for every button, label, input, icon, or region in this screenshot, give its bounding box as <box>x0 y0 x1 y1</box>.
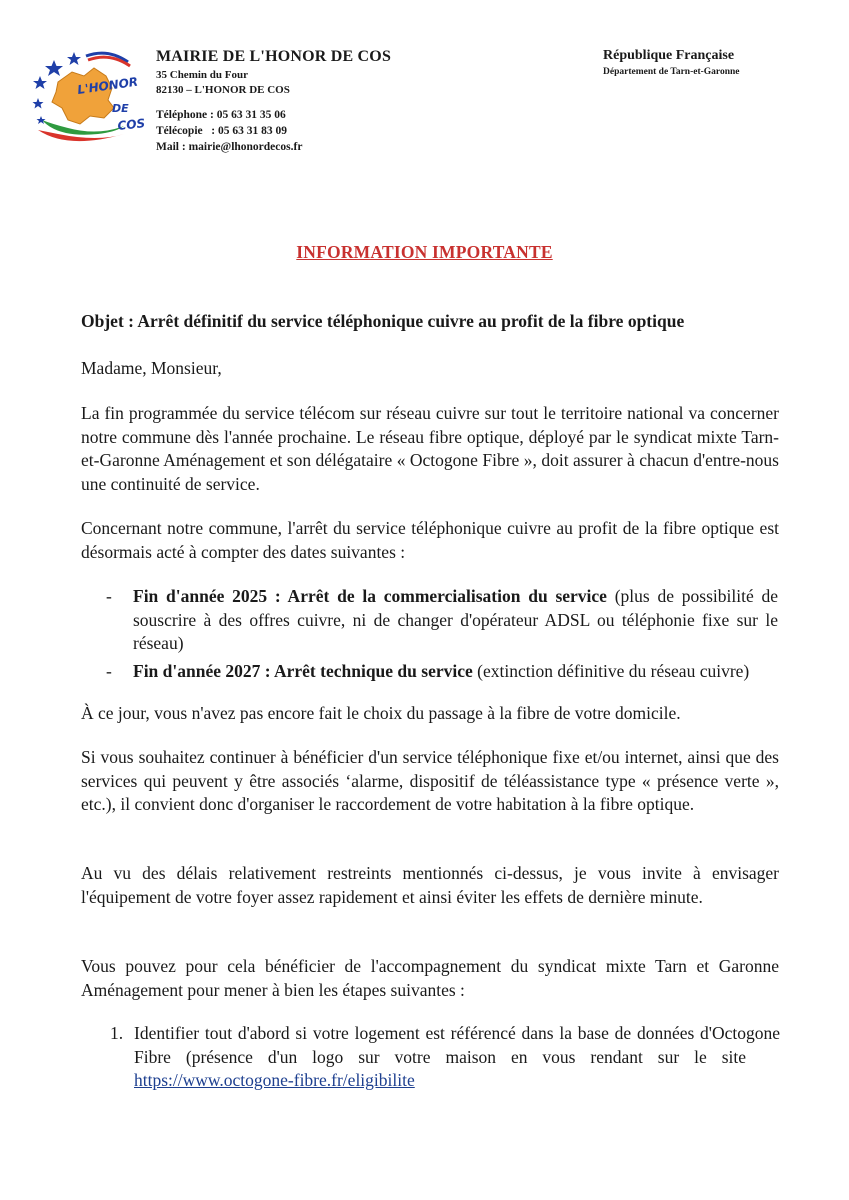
contact-block <box>156 107 391 155</box>
paragraph-dates-intro: Concernant notre commune, l'arrêt du service téléphonique cuivre au profit de la fibre optique est désormais acté à compter des dates suivantes : <box>81 518 779 562</box>
republic-label: République Française <box>603 48 735 63</box>
list-item-detail: (extinction définitive du réseau cuivre) <box>472 660 750 681</box>
mail-address: Mail : mairie@lhonordecos.fr <box>156 141 303 153</box>
svg-text:DE: DE <box>112 102 129 115</box>
list-item-text <box>133 585 778 656</box>
document-title: INFORMATION IMPORTANTE <box>296 242 553 262</box>
salutation: Madame, Monsieur, <box>81 358 222 378</box>
paragraph-intro: La fin programmée du service télécom sur réseau cuivre sur tout le territoire national va concerner notre commune dès l'année prochaine. Le réseau fibre optique, déployé par le syndicat mixte Tarn-et-Garonne Aménagement et son délégataire « Octogone Fibre », doit assurer à chacun d'entre-nous une continuité de service. <box>81 403 779 494</box>
paragraph-status: À ce jour, vous n'avez pas encore fait le choix du passage à la fibre de votre domicile. <box>81 703 681 723</box>
department-label: Département de Tarn-et-Garonne <box>603 67 740 77</box>
fax-number: Télécopie : 05 63 31 83 09 <box>156 125 287 137</box>
list-item-text <box>133 660 778 684</box>
republic-header <box>603 48 740 77</box>
step-number: 1. <box>110 1023 124 1043</box>
mairie-name: MAIRIE DE L'HONOR DE COS <box>156 48 392 65</box>
dates-list <box>106 585 778 683</box>
mairie-header <box>156 48 391 155</box>
address-line-1: 35 Chemin du Four <box>156 69 248 81</box>
eligibility-link[interactable]: https://www.octogone-fibre.fr/eligibilite <box>134 1070 415 1090</box>
step-text-wrapper <box>134 1022 780 1093</box>
list-item-bold: Fin d'année 2027 : Arrêt technique du service <box>133 660 473 681</box>
list-item <box>106 660 778 684</box>
bullet-marker: - <box>106 586 112 606</box>
phone-number: Téléphone : 05 63 31 35 06 <box>156 109 286 121</box>
commune-logo <box>28 42 144 150</box>
list-item-bold: Fin d'année 2025 : Arrêt de la commercialisation du service <box>133 586 607 606</box>
step-text: Identifier tout d'abord si votre logement est référencé dans la base de données d'Octogone Fibre (présence d'un logo sur votre maison en vous rendant sur le site <box>134 1023 780 1067</box>
paragraph-deadline: Au vu des délais relativement restreints mentionnés ci-dessus, je vous invite à envisager l'équipement de votre foyer assez rapidement et ainsi éviter les effets de dernière minute. <box>81 863 779 907</box>
bullet-marker: - <box>106 660 112 681</box>
steps-list <box>110 1022 780 1093</box>
paragraph-services: Si vous souhaitez continuer à bénéficier d'un service téléphonique fixe et/ou internet, ainsi que des services qui peuvent y être associés ‘alarme, dispositif de téléassistance type « présence verte », etc.), il convient donc d'organiser le raccordement de votre habitation à la fibre optique. <box>81 747 779 814</box>
paragraph-support: Vous pouvez pour cela bénéficier de l'accompagnement du syndicat mixte Tarn et Garonne Aménagement pour mener à bien les étapes suivantes : <box>81 956 779 1000</box>
subject-line: Objet : Arrêt définitif du service téléphonique cuivre au profit de la fibre optique <box>81 311 685 331</box>
list-item <box>110 1022 780 1093</box>
list-item-detail: (plus de possibilité de souscrire à des offres cuivre, ni de changer d'opérateur ADSL ou téléphonie fixe sur le réseau) <box>133 586 778 653</box>
svg-text:COS: COS <box>116 116 144 133</box>
address-line-2: 82130 – L'HONOR DE COS <box>156 84 290 96</box>
svg-text:L'HONOR: L'HONOR <box>76 74 139 97</box>
list-item <box>106 585 778 656</box>
